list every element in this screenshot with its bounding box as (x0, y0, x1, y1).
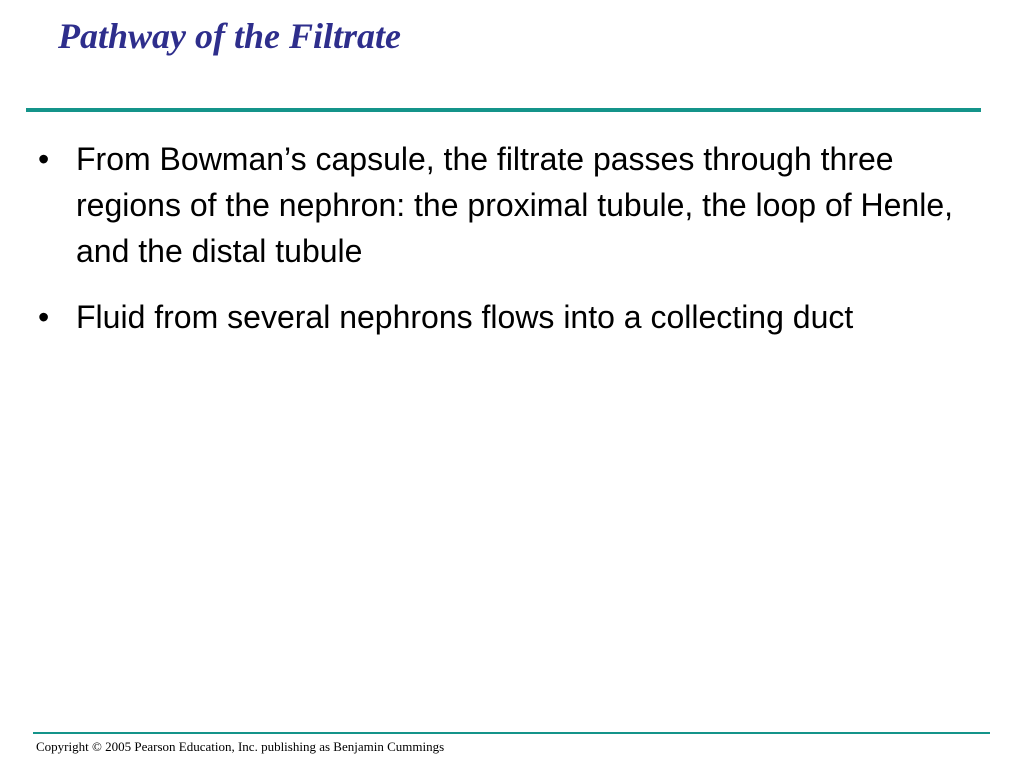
bullet-dot-icon: • (38, 299, 50, 335)
bullet-item (38, 136, 988, 274)
footer-divider (33, 732, 990, 734)
bullet-text: Fluid from several nephrons flows into a collecting duct (76, 299, 854, 335)
bullet-item (38, 294, 988, 340)
title-divider (26, 108, 981, 112)
slide-title: Pathway of the Filtrate (58, 16, 402, 56)
bullet-dot-icon: • (38, 141, 50, 177)
copyright-footer: Copyright © 2005 Pearson Education, Inc. publishing as Benjamin Cummings (36, 739, 445, 754)
bullet-text: From Bowman’s capsule, the filtrate passes through three regions of the nephron: the proximal tubule, the loop of Henle, and the distal tubule (76, 141, 954, 269)
bullet-list (38, 136, 988, 360)
